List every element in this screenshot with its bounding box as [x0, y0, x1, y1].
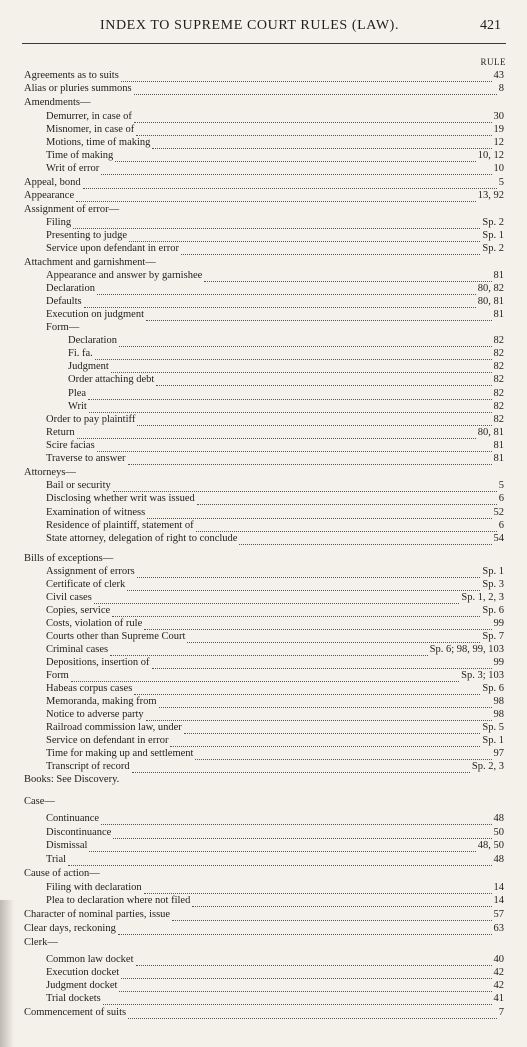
entry-rule-reference: 82: [493, 348, 504, 359]
entry-term: Filing: [46, 217, 72, 228]
entry-rule-reference: 6: [498, 520, 504, 531]
index-entry: [46, 217, 504, 229]
index-entry: [46, 813, 504, 825]
entry-term: Transcript of record: [46, 761, 130, 772]
entry-rule-reference: 43: [493, 70, 504, 81]
entry-term: Demurrer, in case of: [46, 111, 132, 122]
dot-leader: [81, 325, 502, 334]
entry-term: Assignment of errors: [46, 566, 135, 577]
dot-leader: [60, 940, 502, 949]
entry-rule-reference: 48: [493, 854, 504, 865]
entry-rule-reference: 19: [493, 124, 504, 135]
index-entry: [46, 427, 504, 439]
dot-leader: [192, 897, 491, 907]
entry-rule-reference: 10, 12: [477, 150, 504, 161]
dot-leader: [115, 556, 502, 565]
entry-rule-reference: 10: [493, 163, 504, 174]
index-entry: [46, 309, 504, 321]
dot-leader: [83, 179, 497, 189]
entry-term: Certificate of clerk: [46, 579, 126, 590]
entry-term: Presenting to judge: [46, 230, 128, 241]
entry-rule-reference: 14: [493, 882, 504, 893]
entry-rule-reference: 57: [493, 909, 504, 920]
index-entry: [24, 909, 504, 921]
index-entry: [46, 735, 504, 747]
entry-term: Civil cases: [46, 592, 92, 603]
entry-term: Execution on judgment: [46, 309, 144, 320]
entry-term: Trial dockets: [46, 993, 101, 1004]
entry-rule-reference: 82: [493, 414, 504, 425]
index-entry: [24, 70, 504, 82]
entry-term: Depositions, insertion of: [46, 657, 150, 668]
index-entry: [46, 993, 504, 1005]
entry-rule-reference: Sp. 7: [482, 631, 504, 642]
index-entry: [24, 190, 504, 202]
entry-term: Courts other than Supreme Court: [46, 631, 186, 642]
entry-term: Disclosing whether writ was issued: [46, 493, 195, 504]
entry-term: Criminal cases: [46, 644, 109, 655]
index-entry: [46, 322, 504, 334]
index-entry: [46, 761, 504, 773]
entry-rule-reference: 30: [493, 111, 504, 122]
entry-rule-reference: 14: [493, 895, 504, 906]
index-entry: [46, 507, 504, 519]
entry-term: Railroad commission law, under: [46, 722, 182, 733]
entry-term: Return: [46, 427, 75, 438]
entry-rule-reference: 63: [493, 923, 504, 934]
entry-term: Plea: [68, 388, 87, 399]
entry-term: Time for making up and settlement: [46, 748, 194, 759]
dot-leader: [102, 871, 502, 880]
index-entry: [46, 840, 504, 852]
dot-leader: [127, 581, 480, 591]
entry-rule-reference: 50: [493, 827, 504, 838]
dot-leader: [159, 698, 492, 708]
index-entry: [46, 296, 504, 308]
entry-term: Judgment: [68, 361, 109, 372]
dot-leader: [144, 884, 492, 894]
entry-term: Common law docket: [46, 954, 134, 965]
dot-leader: [89, 842, 475, 852]
entry-term: Form: [46, 670, 69, 681]
entry-rule-reference: 41: [493, 993, 504, 1004]
entry-term: Cause of action—: [24, 868, 100, 879]
index-entry: [24, 1007, 504, 1019]
entry-term: Order attaching debt: [68, 374, 155, 385]
index-entry: [46, 967, 504, 979]
entry-rule-reference: 82: [493, 401, 504, 412]
dot-leader: [97, 285, 476, 295]
dot-leader: [132, 763, 470, 773]
entry-rule-reference: Sp. 6; 98, 99, 103: [429, 644, 504, 655]
entry-rule-reference: 80, 81: [477, 427, 504, 438]
dot-leader: [115, 152, 475, 162]
entry-term: Time of making: [46, 150, 114, 161]
entry-term: Trial: [46, 854, 67, 865]
dot-leader: [101, 815, 491, 825]
entry-term: Habeas corpus cases: [46, 683, 133, 694]
index-entry: [24, 97, 504, 109]
entry-rule-reference: 52: [493, 507, 504, 518]
entry-term: Alias or pluries summons: [24, 83, 132, 94]
entry-term: Appearance and answer by garnishee: [46, 270, 203, 281]
index-entry: [46, 111, 504, 123]
index-entry: [46, 657, 504, 669]
index-entry: [68, 348, 504, 360]
entry-term: Appeal, bond: [24, 177, 81, 188]
entry-term: Clear days, reckoning: [24, 923, 116, 934]
entry-rule-reference: 81: [493, 270, 504, 281]
index-entry: [46, 124, 504, 136]
dot-leader: [93, 100, 503, 109]
entry-rule-reference: 98: [493, 709, 504, 720]
index-entry: [46, 414, 504, 426]
entry-term: Defaults: [46, 296, 82, 307]
dot-leader: [187, 633, 480, 643]
dot-leader: [119, 982, 491, 992]
entry-rule-reference: 81: [493, 309, 504, 320]
dot-leader: [158, 260, 502, 269]
entry-rule-reference: Sp. 1: [482, 230, 504, 241]
entry-term: Fi. fa.: [68, 348, 93, 359]
dot-leader: [144, 620, 491, 630]
dot-leader: [121, 777, 502, 786]
dot-leader: [119, 337, 492, 347]
dot-leader: [121, 969, 491, 979]
dot-leader: [111, 363, 492, 373]
entry-rule-reference: 82: [493, 361, 504, 372]
entry-rule-reference: Sp. 5: [482, 722, 504, 733]
dot-leader: [97, 442, 492, 452]
entry-term: Character of nominal parties, issue: [24, 909, 171, 920]
dot-leader: [239, 535, 491, 545]
entry-rule-reference: 99: [493, 657, 504, 668]
entry-term: Appearance: [24, 190, 75, 201]
index-entry: [46, 954, 504, 966]
page-title: INDEX TO SUPREME COURT RULES (LAW).: [100, 18, 400, 33]
entry-rule-reference: 82: [493, 374, 504, 385]
index-entry: [46, 453, 504, 465]
dot-leader: [184, 724, 481, 734]
entry-rule-reference: 6: [498, 493, 504, 504]
index-entry: [46, 579, 504, 591]
dot-leader: [94, 594, 460, 604]
index-entry: [46, 709, 504, 721]
dot-leader: [146, 311, 492, 321]
entry-rule-reference: Sp. 1: [482, 735, 504, 746]
index-entry: [46, 605, 504, 617]
index-entry: [46, 696, 504, 708]
dot-leader: [134, 113, 492, 123]
index-entry: [24, 553, 504, 565]
dot-leader: [113, 829, 491, 839]
entry-term: Costs, violation of rule: [46, 618, 143, 629]
index-entry: [24, 796, 504, 808]
dot-leader: [146, 711, 492, 721]
entry-term: Writ of error: [46, 163, 100, 174]
page-edge-smudge: [0, 900, 14, 1047]
dot-leader: [95, 350, 492, 360]
entry-rule-reference: 8: [498, 83, 504, 94]
dot-leader: [136, 956, 492, 966]
index-entry: [46, 270, 504, 282]
index-entry: [46, 243, 504, 255]
entry-rule-reference: 80, 82: [477, 283, 504, 294]
index-entry: [68, 401, 504, 413]
index-entry: [46, 440, 504, 452]
entry-term: Continuance: [46, 813, 100, 824]
entry-term: Form—: [46, 322, 80, 333]
dot-leader: [103, 995, 492, 1005]
index-entry: [46, 670, 504, 682]
entry-term: Assignment of error—: [24, 204, 120, 215]
entry-term: Declaration: [68, 335, 117, 346]
index-entry: [46, 137, 504, 149]
entry-term: Scire facias: [46, 440, 95, 451]
entry-rule-reference: 5: [498, 177, 504, 188]
dot-leader: [197, 495, 497, 505]
dot-leader: [84, 298, 476, 308]
index-entry: [24, 868, 504, 880]
entry-rule-reference: Sp. 2: [482, 243, 504, 254]
entry-rule-reference: Sp. 6: [482, 605, 504, 616]
entry-term: Execution docket: [46, 967, 120, 978]
entry-term: Motions, time of making: [46, 137, 151, 148]
entry-term: Bills of exceptions—: [24, 553, 114, 564]
entry-term: Residence of plaintiff, statement of: [46, 520, 194, 531]
entry-rule-reference: 54: [493, 533, 504, 544]
entry-term: Commencement of suits: [24, 1007, 127, 1018]
entry-term: Filing with declaration: [46, 882, 142, 893]
dot-leader: [136, 126, 491, 136]
entry-term: Order to pay plaintiff: [46, 414, 136, 425]
index-entry: [46, 493, 504, 505]
index-entry: [46, 618, 504, 630]
entry-term: Amendments—: [24, 97, 91, 108]
page-number: 421: [480, 18, 501, 33]
index-entry: [46, 520, 504, 532]
index-entry: [46, 854, 504, 866]
dot-leader: [88, 390, 491, 400]
entry-term: Memoranda, making from: [46, 696, 157, 707]
entry-term: Books: See Discovery.: [24, 774, 120, 785]
index-entry: [24, 257, 504, 269]
entry-rule-reference: 98: [493, 696, 504, 707]
entry-term: Judgment docket: [46, 980, 118, 991]
dot-leader: [156, 376, 491, 386]
index-entry: [24, 83, 504, 95]
index-entry: [46, 566, 504, 578]
entry-rule-reference: 81: [493, 440, 504, 451]
dot-leader: [152, 659, 492, 669]
entry-term: Copies, service: [46, 605, 111, 616]
entry-rule-reference: 42: [493, 980, 504, 991]
index-entry: [68, 388, 504, 400]
dot-leader: [196, 522, 497, 532]
entry-term: Bail or security: [46, 480, 111, 491]
dot-leader: [77, 429, 476, 439]
entry-term: Agreements as to suits: [24, 70, 119, 81]
entry-rule-reference: 82: [493, 335, 504, 346]
dot-leader: [181, 245, 480, 255]
dot-leader: [137, 416, 491, 426]
entry-rule-reference: 48: [493, 813, 504, 824]
entry-rule-reference: 82: [493, 388, 504, 399]
index-entry: [46, 980, 504, 992]
dot-leader: [121, 207, 502, 216]
dot-leader: [71, 672, 459, 682]
index-entry: [24, 923, 504, 935]
index-entry: [46, 722, 504, 734]
entry-rule-reference: Sp. 2, 3: [471, 761, 504, 772]
entry-term: State attorney, delegation of right to conclude: [46, 533, 238, 544]
dot-leader: [134, 85, 497, 95]
entry-rule-reference: Sp. 1: [482, 566, 504, 577]
dot-leader: [89, 403, 492, 413]
dot-leader: [204, 272, 491, 282]
dot-leader: [113, 482, 497, 492]
entry-term: Examination of witness: [46, 507, 146, 518]
index-entry: [24, 774, 504, 786]
entry-rule-reference: 80, 81: [477, 296, 504, 307]
index-entry: [46, 827, 504, 839]
entry-term: Service upon defendant in error: [46, 243, 179, 254]
index-entry: [46, 480, 504, 492]
entry-rule-reference: 81: [493, 453, 504, 464]
index-entry: [24, 467, 504, 479]
index-entry: [68, 374, 504, 386]
dot-leader: [121, 72, 492, 82]
dot-leader: [101, 165, 491, 175]
index-entry: [46, 283, 504, 295]
entry-term: Traverse to answer: [46, 453, 126, 464]
index-entry: [24, 204, 504, 216]
index-entry: [24, 937, 504, 949]
rule-column-heading: RULE: [480, 57, 506, 67]
entry-rule-reference: 12: [493, 137, 504, 148]
dot-leader: [152, 139, 491, 149]
index-entry: [46, 631, 504, 643]
entry-rule-reference: 42: [493, 967, 504, 978]
dot-leader: [137, 568, 481, 578]
entry-term: Case—: [24, 796, 55, 807]
dot-leader: [147, 509, 491, 519]
entry-term: Notice to adverse party: [46, 709, 144, 720]
entry-rule-reference: 97: [493, 748, 504, 759]
entry-term: Discontinuance: [46, 827, 112, 838]
dot-leader: [68, 856, 491, 866]
dot-leader: [170, 737, 480, 747]
dot-leader: [110, 646, 428, 656]
dot-leader: [57, 799, 502, 808]
dot-leader: [118, 925, 492, 935]
index-entry: [46, 683, 504, 695]
index-entry: [46, 533, 504, 545]
entry-rule-reference: 5: [498, 480, 504, 491]
index-entry: [46, 895, 504, 907]
dot-leader: [73, 219, 480, 229]
dot-leader: [134, 685, 480, 695]
entry-rule-reference: Sp. 1, 2, 3: [461, 592, 504, 603]
index-entry: [46, 644, 504, 656]
dot-leader: [195, 750, 491, 760]
entry-rule-reference: Sp. 2: [482, 217, 504, 228]
index-entry: [46, 230, 504, 242]
index-entry: [46, 163, 504, 175]
entry-rule-reference: 48, 50: [477, 840, 504, 851]
entry-rule-reference: 99: [493, 618, 504, 629]
index-entry: [68, 361, 504, 373]
entry-rule-reference: Sp. 6: [482, 683, 504, 694]
entry-term: Declaration: [46, 283, 95, 294]
entry-rule-reference: Sp. 3: [482, 579, 504, 590]
dot-leader: [128, 455, 492, 465]
entry-term: Service on defendant in error: [46, 735, 169, 746]
dot-leader: [172, 911, 491, 921]
entry-rule-reference: 40: [493, 954, 504, 965]
entry-term: Misnomer, in case of: [46, 124, 135, 135]
dot-leader: [112, 607, 480, 617]
entry-term: Writ: [68, 401, 87, 412]
entry-term: Attachment and garnishment—: [24, 257, 156, 268]
index-entry: [24, 177, 504, 189]
index-entry: [46, 882, 504, 894]
index-entry: [46, 748, 504, 760]
index-entry: [46, 150, 504, 162]
entry-term: Attorneys—: [24, 467, 76, 478]
index-entry: [68, 335, 504, 347]
dot-leader: [76, 192, 476, 202]
entry-term: Clerk—: [24, 937, 58, 948]
entry-rule-reference: 7: [498, 1007, 504, 1018]
dot-leader: [78, 470, 502, 479]
entry-rule-reference: Sp. 3; 103: [461, 670, 504, 681]
entry-term: Dismissal: [46, 840, 88, 851]
dot-leader: [128, 1009, 497, 1019]
entry-term: Plea to declaration where not filed: [46, 895, 191, 906]
index-entry: [46, 592, 504, 604]
entry-rule-reference: 13, 92: [477, 190, 504, 201]
dot-leader: [129, 232, 480, 242]
